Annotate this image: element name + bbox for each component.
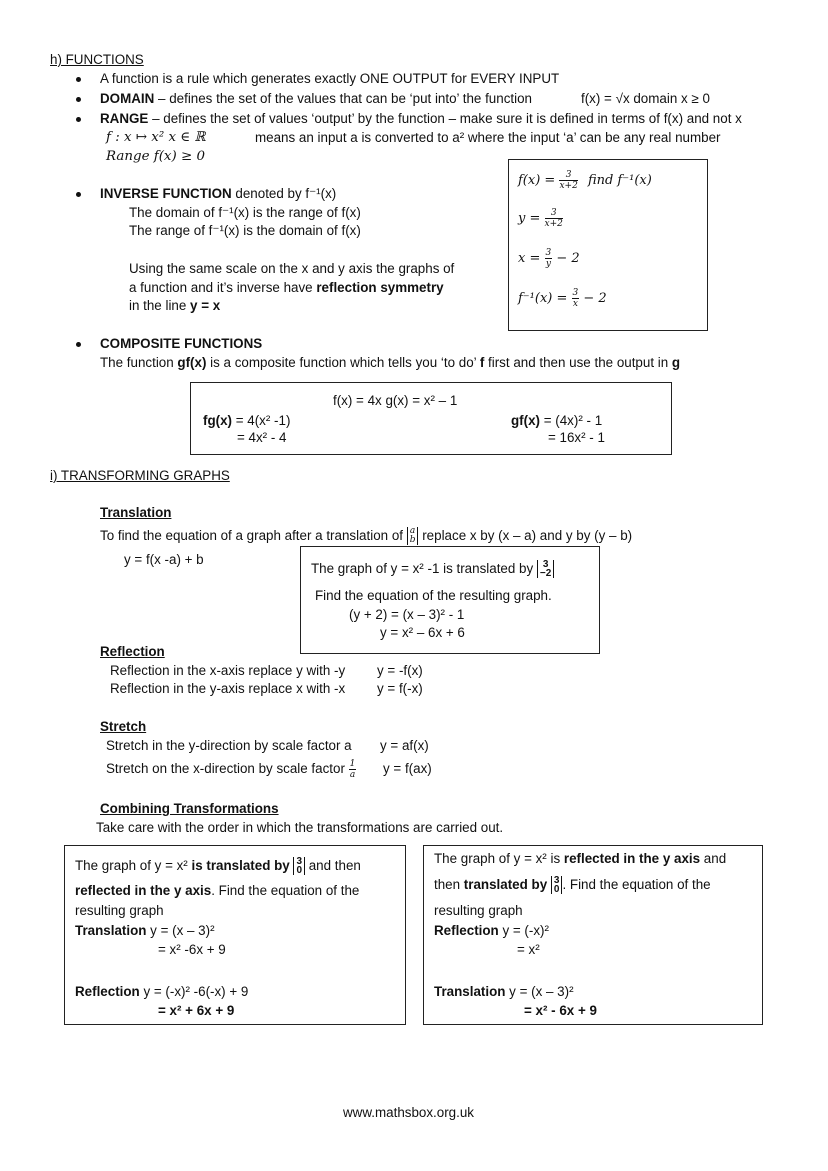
stretch-y-rule: Stretch in the y-direction by scale factor a: [106, 738, 352, 753]
function-definition: A function is a rule which generates exactly ONE OUTPUT for EVERY INPUT: [100, 71, 560, 86]
mapping-notation: f : x ↦ x² x ∈ ℝ: [106, 130, 206, 145]
gf-line2: = 16x² - 1: [548, 430, 605, 445]
composite-given: f(x) = 4x g(x) = x² – 1: [333, 393, 458, 408]
range-text: – defines the set of values ‘output’ by the function – make sure it is defined in terms of f(x) and not x: [148, 111, 742, 126]
bullet: [76, 97, 81, 102]
left-box-line3: resulting graph: [75, 903, 164, 918]
right-box-line3: resulting graph: [434, 903, 523, 918]
left-box-reflection: Reflection y = (-x)² -6(-x) + 9: [75, 984, 249, 999]
fg-line2: = 4x² - 4: [237, 430, 287, 445]
gf-line1: gf(x) = (4x)² - 1: [511, 413, 603, 428]
bullet: [76, 77, 81, 82]
combining-description: Take care with the order in which the transformations are carried out.: [96, 820, 504, 835]
inverse-line4: f⁻¹(x) = $\frac{3}{x}$ − 2: [518, 288, 607, 309]
inverse-domain-rule: The domain of f⁻¹(x) is the range of f(x): [129, 205, 361, 220]
reflection-x-rule: Reflection in the x-axis replace y with -y: [110, 663, 346, 678]
left-box-vector: 3 0: [293, 857, 305, 875]
domain-label: DOMAIN: [100, 91, 155, 106]
range-definition: [100, 111, 742, 127]
combining-left-box: [64, 845, 406, 1025]
mapping-description: means an input a is converted to a² where the input ‘a’ can be any real number: [255, 130, 721, 145]
inverse-para-line1: Using the same scale on the x and y axis the graphs of: [129, 261, 455, 276]
domain-text: – defines the set of the values that can be ‘put into’ the function: [154, 91, 532, 106]
range-label: RANGE: [100, 111, 149, 126]
left-box-reflection-result: = x² + 6x + 9: [158, 1003, 235, 1018]
translation-example-line1: The graph of y = x² -1 is translated by 3 −2: [311, 557, 554, 581]
inverse-range-rule: The range of f⁻¹(x) is the domain of f(x): [129, 223, 361, 238]
inverse-line2: y = $\frac{3}{x+2}$: [518, 208, 563, 229]
reflection-y-eq: y = f(-x): [377, 681, 423, 696]
translation-example-line4: y = x² – 6x + 6: [380, 625, 465, 640]
right-box-line2: then translated by 3 0 . Find the equation of the: [434, 875, 711, 896]
functions-heading: h) FUNCTIONS: [50, 52, 144, 67]
composite-heading: COMPOSITE FUNCTIONS: [100, 336, 263, 351]
translation-title: Translation: [100, 505, 172, 520]
domain-definition: [100, 91, 532, 107]
translation-example-line2: Find the equation of the resulting graph.: [315, 588, 552, 603]
composite-description: The function gf(x) is a composite function which tells you ‘to do’ f first and then use the output in g: [100, 355, 681, 370]
stretch-y-eq: y = af(x): [380, 738, 429, 753]
footer-url[interactable]: www.mathsbox.org.uk: [343, 1105, 474, 1120]
translation-example-vector: 3 −2: [537, 560, 554, 578]
right-box-line1: The graph of y = x² is reflected in the y axis and: [434, 851, 727, 866]
translation-formula: y = f(x -a) + b: [124, 552, 204, 567]
transforming-heading: i) TRANSFORMING GRAPHS: [50, 468, 230, 483]
right-box-vector: 3 0: [551, 876, 563, 894]
combining-right-box: [423, 845, 763, 1025]
right-box-reflection: Reflection y = (-x)²: [434, 923, 549, 938]
composite-example-box: [190, 382, 672, 455]
translation-description: To find the equation of a graph after a translation of a b replace x by (x – a) and y by (y – b): [100, 526, 633, 546]
stretch-x-rule: Stretch on the x-direction by scale factor $\frac{1}{a}$: [106, 758, 356, 780]
inverse-line3: x = $\frac{3}{y}$ − 2: [518, 248, 580, 269]
translation-vector: a b: [407, 527, 419, 545]
bullet: [76, 117, 81, 122]
left-box-translation: Translation y = (x – 3)²: [75, 923, 215, 938]
range-example: Range f(x) ≥ 0: [106, 149, 205, 164]
left-box-line1: The graph of y = x² is translated by 3 0 and then: [75, 856, 361, 877]
left-box-translation-result: = x² -6x + 9: [158, 942, 226, 957]
inverse-heading: INVERSE FUNCTION denoted by f⁻¹(x): [100, 186, 337, 201]
reflection-title: Reflection: [100, 644, 165, 659]
right-box-translation: Translation y = (x – 3)²: [434, 984, 574, 999]
reflection-y-rule: Reflection in the y-axis replace x with -x: [110, 681, 346, 696]
bullet: [76, 192, 81, 197]
stretch-x-eq: y = f(ax): [383, 761, 432, 776]
stretch-title: Stretch: [100, 719, 147, 734]
translation-example-line3: (y + 2) = (x – 3)² - 1: [349, 607, 465, 622]
translation-example-box: [300, 546, 600, 654]
left-box-line2: reflected in the y axis. Find the equation of the: [75, 883, 360, 898]
combining-title: Combining Transformations: [100, 801, 279, 816]
bullet: [76, 342, 81, 347]
fg-line1: fg(x) = 4(x² -1): [203, 413, 291, 428]
right-box-reflection-result: = x²: [517, 942, 540, 957]
stretch-fraction: $\frac{1}{a}$: [349, 758, 356, 780]
inverse-para-line2: a function and it’s inverse have reflection symmetry: [129, 280, 444, 295]
right-box-translation-result: = x² - 6x + 9: [524, 1003, 597, 1018]
inverse-example-box: [508, 159, 708, 331]
domain-example: f(x) = √x domain x ≥ 0: [581, 91, 710, 106]
inverse-line1: f(x) = $\frac{3}{x+2}$ find f⁻¹(x): [518, 170, 652, 191]
inverse-para-line3: in the line y = x: [129, 298, 221, 313]
reflection-x-eq: y = -f(x): [377, 663, 423, 678]
